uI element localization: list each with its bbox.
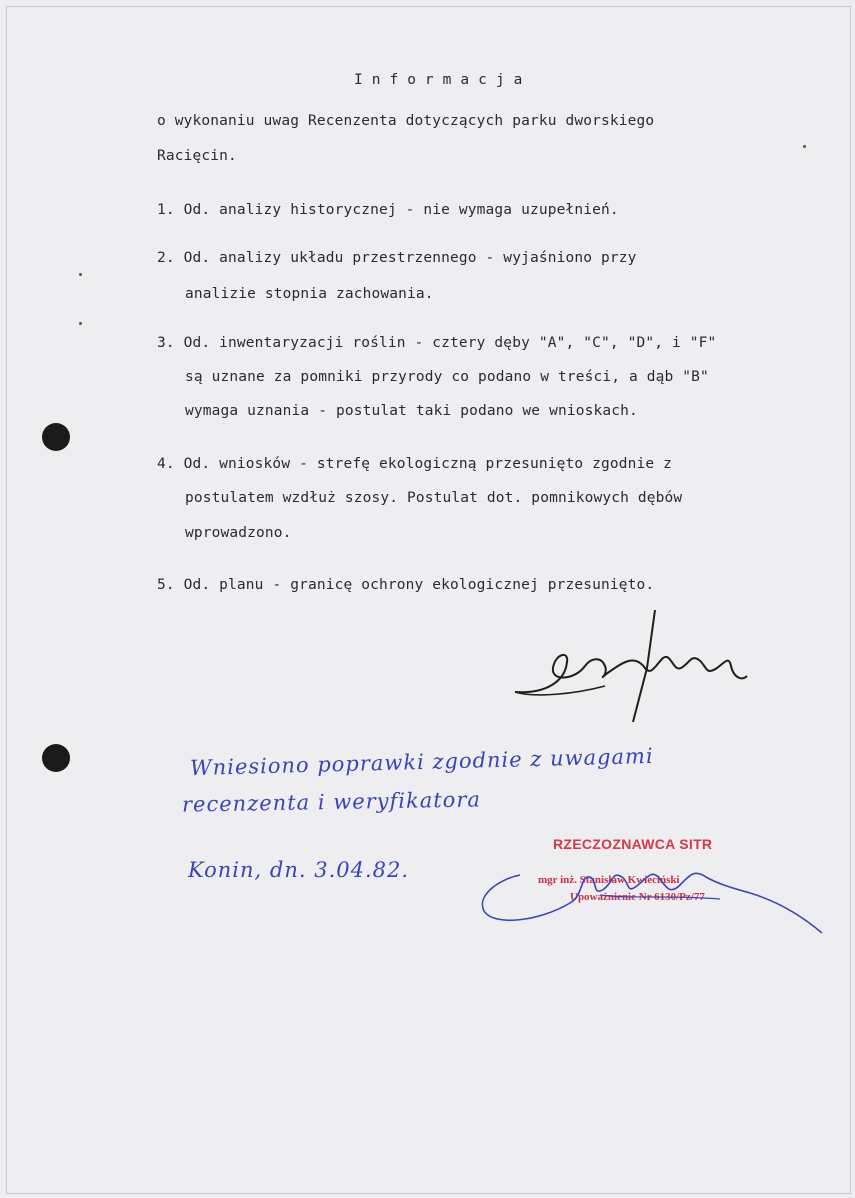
handwritten-note-line-2: recenzenta i weryfikatora bbox=[181, 787, 482, 817]
reviewer-signature bbox=[480, 855, 830, 940]
page-border bbox=[6, 6, 851, 1194]
handwritten-place-date: Konin, dn. 3.04.82. bbox=[188, 858, 410, 882]
item-4-line-1: 4. Od. wniosków - strefę ekologiczną przesunięto zgodnie z bbox=[157, 456, 673, 472]
item-3-line-2: są uznane za pomniki przyrody co podano w treści, a dąb "B" bbox=[185, 369, 709, 385]
item-2-line-1: 2. Od. analizy układu przestrzennego - wyjaśniono przy bbox=[157, 250, 637, 266]
item-3-line-1: 3. Od. inwentaryzacji roślin - cztery dęby "A", "C", "D", i "F" bbox=[157, 335, 717, 351]
item-1: 1. Od. analizy historycznej - nie wymaga uzupełnień. bbox=[157, 202, 619, 218]
stamp-title: RZECZOZNAWCA SITR bbox=[553, 836, 713, 852]
document-title: Informacja bbox=[354, 72, 532, 88]
item-5: 5. Od. planu - granicę ochrony ekologicznej przesunięto. bbox=[157, 577, 655, 593]
item-2-line-2: analizie stopnia zachowania. bbox=[185, 286, 434, 302]
punch-hole-top bbox=[42, 423, 70, 451]
handwritten-note-line-1: Wniesiono poprawki zgodnie z uwagami bbox=[189, 743, 654, 781]
paper-speck bbox=[79, 273, 82, 276]
paper-speck bbox=[79, 322, 82, 325]
author-signature bbox=[505, 610, 755, 730]
intro-line-1: o wykonaniu uwag Recenzenta dotyczących parku dworskiego bbox=[157, 113, 655, 129]
item-3-line-3: wymaga uznania - postulat taki podano we wnioskach. bbox=[185, 403, 638, 419]
item-4-line-3: wprowadzono. bbox=[185, 525, 292, 541]
item-4-line-2: postulatem wzdłuż szosy. Postulat dot. pomnikowych dębów bbox=[185, 490, 683, 506]
punch-hole-bottom bbox=[42, 744, 70, 772]
intro-line-2: Racięcin. bbox=[157, 148, 237, 164]
stamp-name: mgr inż. Stanisław Kwieciński bbox=[538, 874, 680, 886]
paper-speck bbox=[803, 145, 806, 148]
stamp-license: Upoważnienie Nr 6130/Pz/77 bbox=[570, 891, 705, 903]
